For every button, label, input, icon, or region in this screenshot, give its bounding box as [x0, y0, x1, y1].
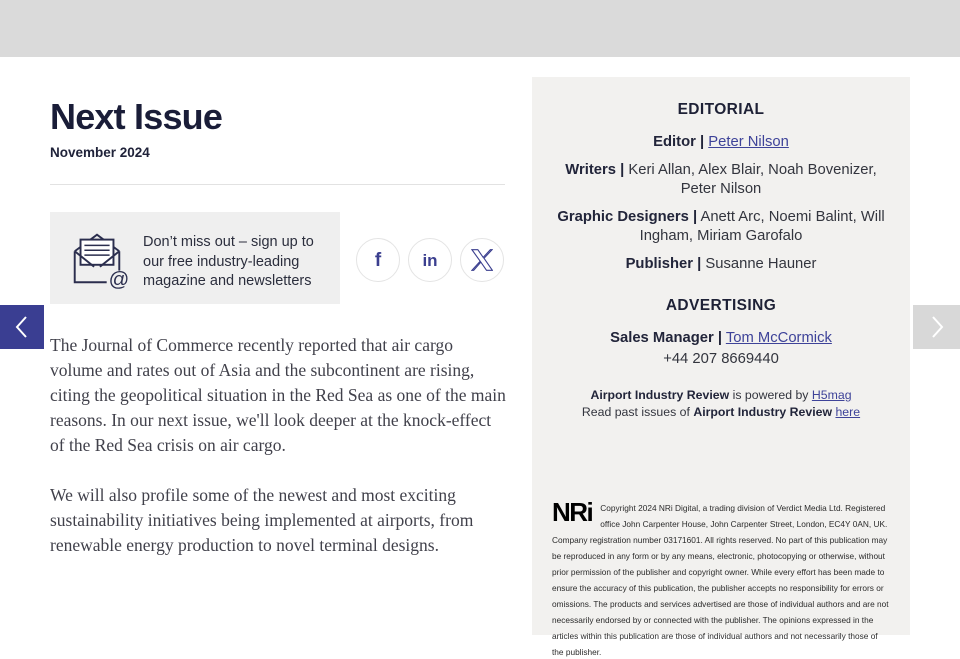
brand-name: Airport Industry Review: [590, 388, 730, 402]
sales-manager-row: [532, 329, 910, 349]
divider: [50, 184, 505, 185]
publisher-footer: [532, 499, 910, 659]
writers-label: Writers |: [565, 161, 625, 178]
publisher-label: Publisher |: [625, 255, 702, 272]
designers-label: Graphic Designers |: [557, 208, 698, 225]
article-paragraph-1: The Journal of Commerce recently reported that air cargo volume and rates out of Asia and the subcontinent are rising, citing the geopolitical situation in the Red Sea as one of the main reasons. In our next issue, we'll look deeper at the knock-effect of the Red Sea crisis on air cargo.: [50, 335, 506, 455]
powered-text: is powered by: [729, 388, 812, 402]
writers-row: [532, 161, 910, 200]
newsletter-signup-box[interactable]: [50, 212, 340, 304]
sales-manager-label: Sales Manager |: [610, 330, 722, 346]
article-paragraph-2: We will also profile some of the newest and most exciting sustainability initiatives being implemented at airports, from renewable energy production to novel terminal designs.: [50, 485, 474, 555]
powered-by-row: [532, 387, 910, 421]
editorial-heading: EDITORIAL: [677, 101, 765, 118]
x-twitter-button[interactable]: [460, 238, 504, 282]
page-title: Next Issue: [50, 96, 223, 137]
facebook-icon: f: [374, 249, 382, 271]
svg-text:@: @: [108, 269, 128, 290]
publisher-row: [532, 255, 910, 275]
designers-row: [532, 208, 910, 247]
designers-names: Anett Arc, Noemi Balint, Will Ingham, Miriam Garofalo: [639, 208, 885, 244]
nri-logo: NRi: [552, 497, 593, 527]
past-issues-link[interactable]: here: [835, 405, 861, 419]
linkedin-icon: in: [422, 250, 438, 270]
masthead-sidebar: [532, 77, 910, 657]
past-issues-text: Read past issues of: [581, 405, 694, 419]
x-twitter-icon: [471, 249, 493, 271]
editor-row: [532, 133, 910, 153]
newsletter-message: Don’t miss out – sign up to our free industry-leading magazine and newsletters: [143, 234, 314, 289]
phone-row: [532, 350, 910, 370]
brand-name: Airport Industry Review: [693, 405, 833, 419]
copyright-text: Copyright 2024 NRi Digital, a trading division of Verdict Media Ltd. Registered office John Carpenter House, John Carpenter Street, London, EC4Y 0AN, UK. Company registration number 03171601. All rights reserved. No part of this publication may be reproduced in any form or by any means, electronic, photocopying or otherwise, without prior permission of the publisher and copyright owner. While every effort has been made to ensure the accuracy of this publication, the publisher accepts no responsibility for errors or omissions. The products and services advertised are those of individual authors and are not necessarily endorsed by or connected with the publisher. The opinions expressed in the articles within this publication are those of individual authors and not necessarily those of the publisher.: [552, 503, 889, 657]
writers-names: Keri Allan, Alex Blair, Noah Bovenizer, Peter Nilson: [628, 161, 877, 197]
chevron-left-icon: [12, 314, 32, 340]
chevron-right-icon: [927, 314, 947, 340]
envelope-email-icon: [66, 226, 128, 295]
top-banner: [0, 0, 960, 57]
issue-date: November 2024: [50, 145, 150, 160]
advertising-heading: ADVERTISING: [665, 297, 777, 314]
publisher-name: Susanne Hauner: [705, 255, 817, 272]
facebook-button[interactable]: [356, 238, 400, 282]
phone-number: +44 207 8669440: [663, 350, 779, 367]
editor-label: Editor |: [653, 134, 705, 150]
linkedin-button[interactable]: [408, 238, 452, 282]
sales-manager-link[interactable]: Tom McCormick: [725, 330, 832, 346]
next-page-button[interactable]: [913, 305, 960, 349]
previous-page-button[interactable]: [0, 305, 44, 349]
h5mag-link[interactable]: H5mag: [811, 388, 852, 402]
editor-link[interactable]: Peter Nilson: [708, 134, 789, 150]
